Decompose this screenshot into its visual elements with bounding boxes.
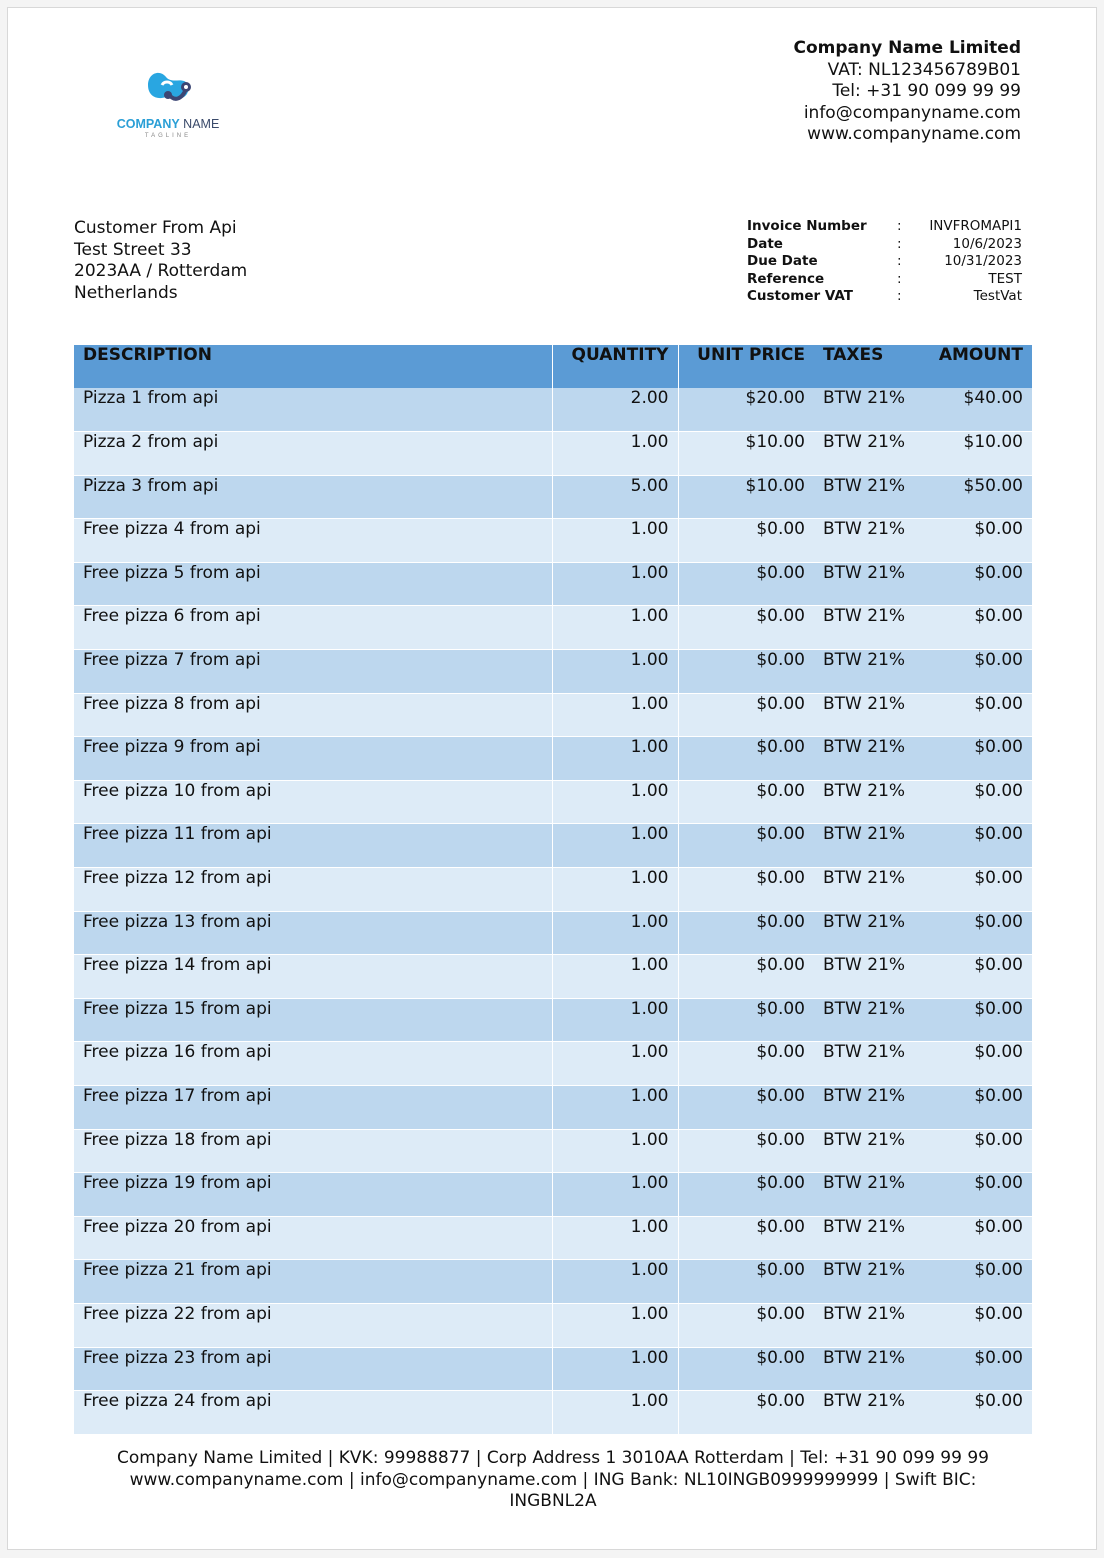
cell-quantity: 1.00: [552, 432, 678, 476]
invoice-meta-label: Date: [747, 235, 783, 252]
cell-unit-price: $0.00: [678, 911, 814, 955]
cell-taxes: BTW 21%: [814, 824, 921, 868]
table-row: [74, 388, 1032, 432]
header-taxes: TAXES: [814, 345, 921, 388]
cell-taxes: BTW 21%: [814, 955, 921, 999]
page-footer: [74, 1448, 1032, 1513]
invoice-meta-sep: :: [897, 235, 902, 252]
table-row: [74, 1391, 1032, 1435]
cell-quantity: 1.00: [552, 519, 678, 563]
cell-quantity: 1.00: [552, 1347, 678, 1391]
cell-amount: $0.00: [921, 824, 1032, 868]
table-row: [74, 1347, 1032, 1391]
invoice-meta-sep: :: [897, 270, 902, 287]
cell-quantity: 1.00: [552, 1042, 678, 1086]
header-quantity: QUANTITY: [552, 345, 678, 388]
cell-description: Pizza 1 from api: [74, 388, 552, 432]
cell-taxes: BTW 21%: [814, 1129, 921, 1173]
cell-taxes: BTW 21%: [814, 1216, 921, 1260]
customer-city: 2023AA / Rotterdam: [74, 261, 248, 281]
cell-quantity: 1.00: [552, 824, 678, 868]
cell-description: Free pizza 24 from api: [74, 1391, 552, 1435]
cell-quantity: 1.00: [552, 1260, 678, 1304]
logo-wordmark: COMPANY NAME: [116, 117, 220, 131]
cell-unit-price: $0.00: [678, 650, 814, 694]
cell-amount: $0.00: [921, 693, 1032, 737]
cell-amount: $0.00: [921, 1173, 1032, 1217]
cell-taxes: BTW 21%: [814, 432, 921, 476]
invoice-meta-value: 10/6/2023: [952, 235, 1022, 252]
cell-amount: $0.00: [921, 998, 1032, 1042]
cell-amount: $0.00: [921, 519, 1032, 563]
cell-taxes: BTW 21%: [814, 1042, 921, 1086]
table-row: [74, 1303, 1032, 1347]
cell-taxes: BTW 21%: [814, 606, 921, 650]
cell-taxes: BTW 21%: [814, 780, 921, 824]
cell-quantity: 1.00: [552, 780, 678, 824]
invoice-meta-value: INVFROMAPI1: [929, 218, 1022, 234]
cell-amount: $0.00: [921, 1086, 1032, 1130]
company-vat: VAT: NL123456789B01: [827, 59, 1021, 80]
cell-quantity: 5.00: [552, 475, 678, 519]
table-row: [74, 1173, 1032, 1217]
cell-unit-price: $0.00: [678, 955, 814, 999]
footer-line-3: INGBNL2A: [509, 1491, 597, 1511]
cell-amount: $0.00: [921, 606, 1032, 650]
cell-unit-price: $0.00: [678, 780, 814, 824]
cell-description: Free pizza 7 from api: [74, 650, 552, 694]
cell-amount: $0.00: [921, 955, 1032, 999]
cell-description: Free pizza 18 from api: [74, 1129, 552, 1173]
cell-quantity: 1.00: [552, 1129, 678, 1173]
cell-quantity: 1.00: [552, 1391, 678, 1435]
cell-taxes: BTW 21%: [814, 693, 921, 737]
cell-amount: $0.00: [921, 1391, 1032, 1435]
company-logo: [108, 63, 228, 143]
cell-description: Free pizza 15 from api: [74, 998, 552, 1042]
table-row: [74, 1086, 1032, 1130]
header-description: DESCRIPTION: [74, 345, 552, 388]
cell-description: Free pizza 23 from api: [74, 1347, 552, 1391]
cell-description: Pizza 3 from api: [74, 475, 552, 519]
cell-description: Free pizza 13 from api: [74, 911, 552, 955]
invoice-meta-row: [747, 288, 1022, 306]
invoice-meta-row: [747, 218, 1022, 236]
cell-unit-price: $0.00: [678, 1042, 814, 1086]
table-row: [74, 606, 1032, 650]
cell-amount: $0.00: [921, 1216, 1032, 1260]
cell-unit-price: $0.00: [678, 1173, 814, 1217]
cell-description: Free pizza 6 from api: [74, 606, 552, 650]
table-row: [74, 911, 1032, 955]
cell-description: Free pizza 5 from api: [74, 562, 552, 606]
company-website[interactable]: www.companyname.com: [807, 124, 1021, 144]
cell-unit-price: $0.00: [678, 868, 814, 912]
invoice-meta-row: [747, 236, 1022, 254]
cell-unit-price: $0.00: [678, 1347, 814, 1391]
cell-amount: $0.00: [921, 1303, 1032, 1347]
table-row: [74, 1129, 1032, 1173]
cell-quantity: 1.00: [552, 911, 678, 955]
table-row: [74, 1260, 1032, 1304]
cell-taxes: BTW 21%: [814, 998, 921, 1042]
invoice-meta-label: Reference: [747, 270, 825, 287]
table-row: [74, 432, 1032, 476]
cell-description: Free pizza 4 from api: [74, 519, 552, 563]
logo-tagline: TAGLINE: [144, 133, 192, 139]
cell-taxes: BTW 21%: [814, 388, 921, 432]
cell-quantity: 1.00: [552, 693, 678, 737]
cell-unit-price: $0.00: [678, 519, 814, 563]
cell-unit-price: $0.00: [678, 1216, 814, 1260]
table-header-row: [74, 345, 1032, 388]
invoice-meta-label: Due Date: [747, 253, 818, 269]
cell-taxes: BTW 21%: [814, 868, 921, 912]
table-row: [74, 1042, 1032, 1086]
cell-taxes: BTW 21%: [814, 1391, 921, 1435]
cell-description: Free pizza 9 from api: [74, 737, 552, 781]
header-amount: AMOUNT: [921, 345, 1032, 388]
logo-mark-icon: [138, 63, 198, 113]
company-name: Company Name Limited: [793, 38, 1021, 58]
cell-unit-price: $0.00: [678, 824, 814, 868]
invoice-meta-value: TestVat: [973, 288, 1022, 304]
invoice-meta-value: 10/31/2023: [944, 253, 1022, 269]
invoice-meta-row: [747, 271, 1022, 289]
cell-amount: $0.00: [921, 868, 1032, 912]
cell-amount: $0.00: [921, 650, 1032, 694]
invoice-meta-label: Customer VAT: [747, 288, 854, 304]
table-row: [74, 1216, 1032, 1260]
invoice-page: [7, 7, 1097, 1550]
cell-quantity: 1.00: [552, 1303, 678, 1347]
invoice-meta-row: [747, 253, 1022, 271]
cell-description: Free pizza 16 from api: [74, 1042, 552, 1086]
cell-quantity: 1.00: [552, 998, 678, 1042]
invoice-meta-label: Invoice Number: [747, 218, 867, 234]
cell-unit-price: $0.00: [678, 1086, 814, 1130]
cell-description: Free pizza 10 from api: [74, 780, 552, 824]
cell-unit-price: $0.00: [678, 737, 814, 781]
company-info: [794, 38, 1022, 146]
cell-quantity: 1.00: [552, 737, 678, 781]
table-row: [74, 955, 1032, 999]
cell-unit-price: $0.00: [678, 1391, 814, 1435]
cell-amount: $0.00: [921, 562, 1032, 606]
cell-taxes: BTW 21%: [814, 562, 921, 606]
cell-description: Free pizza 20 from api: [74, 1216, 552, 1260]
cell-quantity: 2.00: [552, 388, 678, 432]
cell-amount: $0.00: [921, 1129, 1032, 1173]
cell-description: Free pizza 11 from api: [74, 824, 552, 868]
cell-taxes: BTW 21%: [814, 1086, 921, 1130]
cell-taxes: BTW 21%: [814, 1260, 921, 1304]
table-row: [74, 562, 1032, 606]
cell-unit-price: $0.00: [678, 606, 814, 650]
cell-quantity: 1.00: [552, 606, 678, 650]
table-row: [74, 824, 1032, 868]
cell-quantity: 1.00: [552, 1216, 678, 1260]
header-unit-price: UNIT PRICE: [678, 345, 814, 388]
cell-description: Free pizza 17 from api: [74, 1086, 552, 1130]
cell-description: Free pizza 12 from api: [74, 868, 552, 912]
customer-name: Customer From Api: [74, 218, 237, 238]
table-row: [74, 650, 1032, 694]
invoice-meta-value: TEST: [988, 270, 1022, 287]
cell-quantity: 1.00: [552, 650, 678, 694]
cell-unit-price: $20.00: [678, 388, 814, 432]
cell-taxes: BTW 21%: [814, 519, 921, 563]
cell-unit-price: $0.00: [678, 1129, 814, 1173]
cell-unit-price: $0.00: [678, 1260, 814, 1304]
cell-taxes: BTW 21%: [814, 475, 921, 519]
cell-quantity: 1.00: [552, 1086, 678, 1130]
cell-taxes: BTW 21%: [814, 1303, 921, 1347]
cell-unit-price: $0.00: [678, 693, 814, 737]
cell-unit-price: $10.00: [678, 432, 814, 476]
cell-description: Free pizza 22 from api: [74, 1303, 552, 1347]
cell-amount: $0.00: [921, 1347, 1032, 1391]
cell-description: Free pizza 8 from api: [74, 693, 552, 737]
table-row: [74, 780, 1032, 824]
company-tel: Tel: +31 90 099 99 99: [832, 81, 1021, 101]
cell-unit-price: $10.00: [678, 475, 814, 519]
invoice-meta-sep: :: [897, 218, 902, 234]
cell-description: Free pizza 14 from api: [74, 955, 552, 999]
cell-unit-price: $0.00: [678, 562, 814, 606]
table-row: [74, 868, 1032, 912]
invoice-meta: [747, 218, 1022, 306]
table-row: [74, 475, 1032, 519]
cell-quantity: 1.00: [552, 1173, 678, 1217]
cell-amount: $0.00: [921, 1260, 1032, 1304]
table-row: [74, 998, 1032, 1042]
cell-quantity: 1.00: [552, 562, 678, 606]
cell-unit-price: $0.00: [678, 998, 814, 1042]
cell-quantity: 1.00: [552, 868, 678, 912]
table-row: [74, 519, 1032, 563]
footer-line-1: Company Name Limited | KVK: 99988877 | Corp Address 1 3010AA Rotterdam | Tel: +31 90 099 99 99: [117, 1448, 989, 1468]
company-email[interactable]: info@companyname.com: [803, 102, 1021, 123]
cell-taxes: BTW 21%: [814, 737, 921, 781]
cell-taxes: BTW 21%: [814, 650, 921, 694]
cell-amount: $0.00: [921, 780, 1032, 824]
customer-street: Test Street 33: [74, 239, 192, 260]
cell-taxes: BTW 21%: [814, 911, 921, 955]
cell-description: Pizza 2 from api: [74, 432, 552, 476]
cell-description: Free pizza 21 from api: [74, 1260, 552, 1304]
customer-country: Netherlands: [74, 282, 178, 303]
cell-taxes: BTW 21%: [814, 1173, 921, 1217]
cell-amount: $0.00: [921, 911, 1032, 955]
cell-amount: $10.00: [921, 432, 1032, 476]
cell-description: Free pizza 19 from api: [74, 1173, 552, 1217]
cell-amount: $0.00: [921, 737, 1032, 781]
customer-address: [74, 218, 247, 304]
cell-amount: $40.00: [921, 388, 1032, 432]
footer-line-2: www.companyname.com | info@companyname.com | ING Bank: NL10INGB0999999999 | Swift BIC:: [129, 1469, 977, 1490]
table-row: [74, 693, 1032, 737]
cell-amount: $0.00: [921, 1042, 1032, 1086]
cell-taxes: BTW 21%: [814, 1347, 921, 1391]
cell-quantity: 1.00: [552, 955, 678, 999]
table-row: [74, 737, 1032, 781]
cell-amount: $50.00: [921, 475, 1032, 519]
invoice-lines-table: [74, 345, 1032, 1435]
cell-unit-price: $0.00: [678, 1303, 814, 1347]
invoice-meta-sep: :: [897, 288, 902, 304]
invoice-meta-sep: :: [897, 253, 902, 269]
